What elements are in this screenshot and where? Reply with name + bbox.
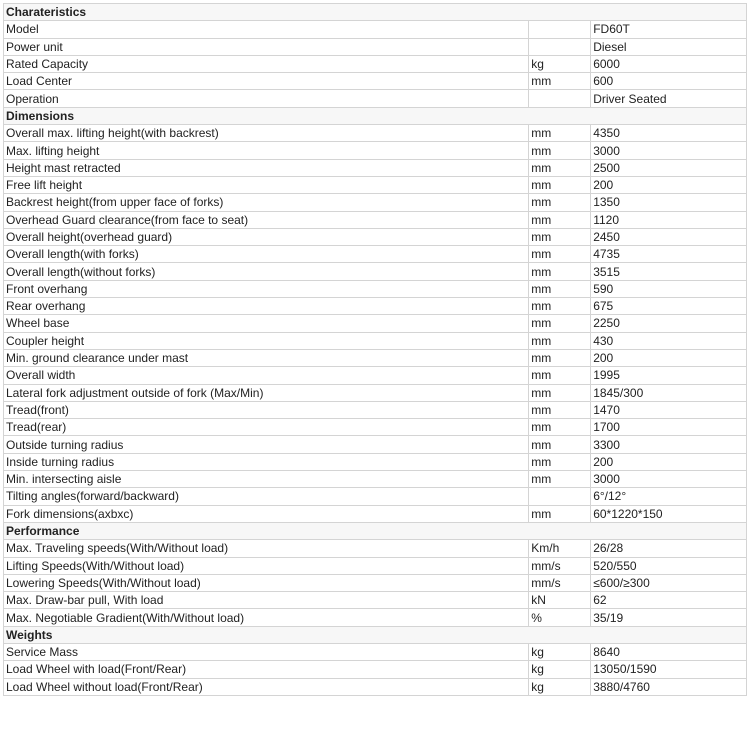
table-row xyxy=(4,246,747,263)
spec-unit-cell: mm xyxy=(529,211,591,228)
spec-name-cell: Lowering Speeds(With/Without load) xyxy=(4,574,529,591)
spec-value-cell: 2500 xyxy=(591,159,747,176)
spec-name-cell: Power unit xyxy=(4,38,529,55)
spec-unit-cell: Km/h xyxy=(529,540,591,557)
spec-name-cell: Lateral fork adjustment outside of fork (Max/Min) xyxy=(4,384,529,401)
spec-table xyxy=(3,3,747,696)
table-row xyxy=(4,384,747,401)
spec-unit-cell: mm xyxy=(529,471,591,488)
table-row xyxy=(4,298,747,315)
spec-unit-cell: mm/s xyxy=(529,574,591,591)
spec-name-cell: Overall length(with forks) xyxy=(4,246,529,263)
spec-name-cell: Overall height(overhead guard) xyxy=(4,228,529,245)
spec-unit-cell: mm xyxy=(529,419,591,436)
spec-unit-cell xyxy=(529,38,591,55)
spec-name-cell: Rear overhang xyxy=(4,298,529,315)
spec-value-cell: 1995 xyxy=(591,367,747,384)
spec-value-cell: 2450 xyxy=(591,228,747,245)
spec-unit-cell: kN xyxy=(529,592,591,609)
section-header-row xyxy=(4,107,747,124)
spec-unit-cell: mm xyxy=(529,453,591,470)
spec-unit-cell: mm xyxy=(529,176,591,193)
spec-value-cell: 3000 xyxy=(591,471,747,488)
spec-name-cell: Min. intersecting aisle xyxy=(4,471,529,488)
spec-value-cell: 3000 xyxy=(591,142,747,159)
table-row xyxy=(4,401,747,418)
section-title: Dimensions xyxy=(4,107,747,124)
table-row xyxy=(4,90,747,107)
table-row xyxy=(4,643,747,660)
table-row xyxy=(4,678,747,695)
table-row xyxy=(4,419,747,436)
table-row xyxy=(4,471,747,488)
table-row xyxy=(4,436,747,453)
spec-unit-cell xyxy=(529,90,591,107)
spec-unit-cell: mm xyxy=(529,401,591,418)
spec-value-cell: 675 xyxy=(591,298,747,315)
spec-unit-cell: kg xyxy=(529,661,591,678)
spec-unit-cell: mm xyxy=(529,280,591,297)
spec-value-cell: 3515 xyxy=(591,263,747,280)
table-row xyxy=(4,661,747,678)
spec-value-cell: Driver Seated xyxy=(591,90,747,107)
spec-unit-cell: mm xyxy=(529,436,591,453)
spec-unit-cell: mm xyxy=(529,505,591,522)
table-row xyxy=(4,367,747,384)
spec-unit-cell: mm xyxy=(529,159,591,176)
section-title: Weights xyxy=(4,626,747,643)
spec-unit-cell: mm xyxy=(529,246,591,263)
spec-value-cell: 1700 xyxy=(591,419,747,436)
spec-name-cell: Overall width xyxy=(4,367,529,384)
table-row xyxy=(4,55,747,72)
spec-name-cell: Max. Traveling speeds(With/Without load) xyxy=(4,540,529,557)
table-row xyxy=(4,315,747,332)
spec-value-cell: 200 xyxy=(591,349,747,366)
spec-value-cell: 3300 xyxy=(591,436,747,453)
spec-unit-cell: mm xyxy=(529,194,591,211)
spec-unit-cell: mm xyxy=(529,228,591,245)
table-row xyxy=(4,142,747,159)
spec-unit-cell: mm/s xyxy=(529,557,591,574)
spec-value-cell: 4735 xyxy=(591,246,747,263)
spec-value-cell: 1350 xyxy=(591,194,747,211)
section-header-row xyxy=(4,4,747,21)
spec-name-cell: Overall length(without forks) xyxy=(4,263,529,280)
table-row xyxy=(4,21,747,38)
spec-value-cell: 8640 xyxy=(591,643,747,660)
spec-unit-cell: kg xyxy=(529,643,591,660)
spec-name-cell: Rated Capacity xyxy=(4,55,529,72)
spec-value-cell: FD60T xyxy=(591,21,747,38)
table-row xyxy=(4,453,747,470)
spec-unit-cell: mm xyxy=(529,263,591,280)
spec-value-cell: 1845/300 xyxy=(591,384,747,401)
spec-value-cell: 590 xyxy=(591,280,747,297)
section-title: Performance xyxy=(4,522,747,539)
section-header-row xyxy=(4,626,747,643)
spec-name-cell: Max. Draw-bar pull, With load xyxy=(4,592,529,609)
spec-value-cell: 60*1220*150 xyxy=(591,505,747,522)
spec-unit-cell: kg xyxy=(529,678,591,695)
spec-name-cell: Backrest height(from upper face of forks) xyxy=(4,194,529,211)
spec-value-cell: 1470 xyxy=(591,401,747,418)
spec-unit-cell: % xyxy=(529,609,591,626)
spec-value-cell: 6000 xyxy=(591,55,747,72)
table-row xyxy=(4,280,747,297)
spec-name-cell: Operation xyxy=(4,90,529,107)
spec-unit-cell: mm xyxy=(529,142,591,159)
spec-value-cell: 1120 xyxy=(591,211,747,228)
spec-name-cell: Tread(rear) xyxy=(4,419,529,436)
spec-name-cell: Overhead Guard clearance(from face to seat) xyxy=(4,211,529,228)
spec-unit-cell: mm xyxy=(529,332,591,349)
spec-value-cell: 600 xyxy=(591,73,747,90)
spec-name-cell: Service Mass xyxy=(4,643,529,660)
spec-name-cell: Fork dimensions(axbxc) xyxy=(4,505,529,522)
spec-unit-cell: mm xyxy=(529,298,591,315)
spec-unit-cell: mm xyxy=(529,315,591,332)
spec-value-cell: 520/550 xyxy=(591,557,747,574)
spec-value-cell: 430 xyxy=(591,332,747,349)
spec-name-cell: Load Wheel without load(Front/Rear) xyxy=(4,678,529,695)
spec-value-cell: Diesel xyxy=(591,38,747,55)
table-row xyxy=(4,557,747,574)
spec-value-cell: 62 xyxy=(591,592,747,609)
table-row xyxy=(4,194,747,211)
table-row xyxy=(4,176,747,193)
table-row xyxy=(4,38,747,55)
spec-value-cell: ≤600/≥300 xyxy=(591,574,747,591)
spec-unit-cell: mm xyxy=(529,125,591,142)
table-row xyxy=(4,505,747,522)
table-row xyxy=(4,609,747,626)
table-row xyxy=(4,159,747,176)
spec-unit-cell: mm xyxy=(529,349,591,366)
spec-name-cell: Load Wheel with load(Front/Rear) xyxy=(4,661,529,678)
spec-name-cell: Min. ground clearance under mast xyxy=(4,349,529,366)
spec-name-cell: Front overhang xyxy=(4,280,529,297)
spec-value-cell: 2250 xyxy=(591,315,747,332)
table-row xyxy=(4,488,747,505)
spec-name-cell: Coupler height xyxy=(4,332,529,349)
spec-value-cell: 4350 xyxy=(591,125,747,142)
table-row xyxy=(4,349,747,366)
spec-name-cell: Wheel base xyxy=(4,315,529,332)
spec-name-cell: Free lift height xyxy=(4,176,529,193)
spec-unit-cell xyxy=(529,21,591,38)
spec-name-cell: Model xyxy=(4,21,529,38)
spec-value-cell: 13050/1590 xyxy=(591,661,747,678)
spec-unit-cell xyxy=(529,488,591,505)
spec-name-cell: Tread(front) xyxy=(4,401,529,418)
table-row xyxy=(4,574,747,591)
spec-unit-cell: mm xyxy=(529,384,591,401)
spec-name-cell: Load Center xyxy=(4,73,529,90)
spec-value-cell: 200 xyxy=(591,176,747,193)
table-row xyxy=(4,73,747,90)
spec-unit-cell: kg xyxy=(529,55,591,72)
table-row xyxy=(4,540,747,557)
spec-name-cell: Outside turning radius xyxy=(4,436,529,453)
spec-value-cell: 35/19 xyxy=(591,609,747,626)
spec-unit-cell: mm xyxy=(529,73,591,90)
spec-table-body xyxy=(4,4,747,696)
section-title: Charateristics xyxy=(4,4,747,21)
table-row xyxy=(4,592,747,609)
table-row xyxy=(4,211,747,228)
spec-name-cell: Lifting Speeds(With/Without load) xyxy=(4,557,529,574)
spec-name-cell: Inside turning radius xyxy=(4,453,529,470)
spec-name-cell: Max. Negotiable Gradient(With/Without load) xyxy=(4,609,529,626)
table-row xyxy=(4,263,747,280)
spec-value-cell: 6°/12° xyxy=(591,488,747,505)
spec-name-cell: Max. lifting height xyxy=(4,142,529,159)
spec-name-cell: Height mast retracted xyxy=(4,159,529,176)
table-row xyxy=(4,332,747,349)
spec-value-cell: 200 xyxy=(591,453,747,470)
spec-name-cell: Overall max. lifting height(with backrest) xyxy=(4,125,529,142)
table-row xyxy=(4,125,747,142)
section-header-row xyxy=(4,522,747,539)
spec-value-cell: 3880/4760 xyxy=(591,678,747,695)
table-row xyxy=(4,228,747,245)
spec-value-cell: 26/28 xyxy=(591,540,747,557)
spec-unit-cell: mm xyxy=(529,367,591,384)
spec-name-cell: Tilting angles(forward/backward) xyxy=(4,488,529,505)
